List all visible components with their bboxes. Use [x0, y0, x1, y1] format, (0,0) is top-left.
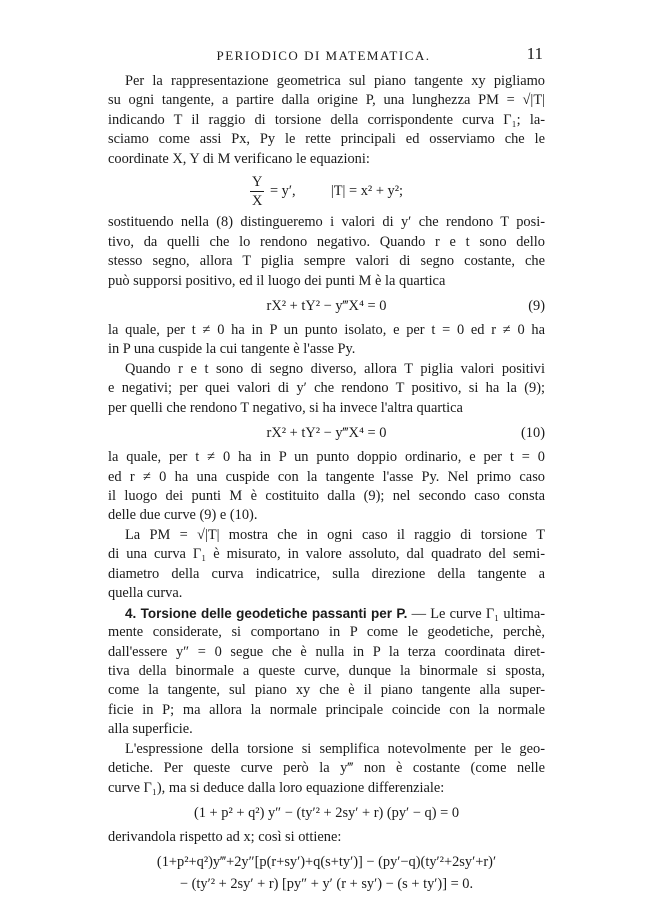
- equation-geodesic: [108, 798, 545, 828]
- text-line: curve Γ₁), ma si deduce dalla loro equazione differenziale:: [108, 779, 445, 796]
- text-line: coordinate X, Y di M verificano le equazioni:: [108, 150, 370, 167]
- text-line: in P una cuspide la cui tangente è l'asse Py.: [108, 341, 356, 358]
- equation-body: (1 + p² + q²) y″ − (ty′² + 2sy′ + r) (py′ − q) = 0: [193, 805, 460, 821]
- text-line: indicando T il raggio di torsione della corrispondente curva Γ₁; la-: [108, 111, 545, 128]
- text-line: tiva della binormale a queste curve, dunque la binormale si sposta,: [108, 662, 545, 679]
- text-line: come la tangente, sul piano xy che è il piano tangente alla super-: [108, 682, 545, 699]
- text-line: sostituendo nella (8) distingueremo i valori di y′ che rendono T posi-: [108, 214, 545, 231]
- equation-number: (9): [528, 297, 545, 314]
- text-line: La PM = √|T| mostra che in ogni caso il raggio di torsione T: [125, 526, 545, 543]
- equation-10: [108, 418, 545, 448]
- section-text: — Le curve Γ₁ ultima-: [407, 605, 545, 622]
- equation-body: rX² + tY² − y‴X⁴ = 0: [266, 297, 387, 314]
- text-line: delle due curve (9) e (10).: [108, 507, 258, 524]
- text-line: su ogni tangente, a partire dalla origine P, una lunghezza PM = √|T|: [108, 92, 545, 109]
- equation-xy: [108, 169, 545, 213]
- text-line: stesso segno, allora T piglia sempre valori di segno costante, che: [108, 253, 545, 270]
- equation-derivative-line1: [108, 851, 545, 873]
- equation-body: − (ty′² + 2sy′ + r) [py″ + y′ (r + sy′) − (s + ty′)] = 0.: [179, 876, 474, 893]
- text-line: e negativi; per quei valori di y′ che rendono T positivo, si ha la (9);: [108, 380, 545, 397]
- text-line: alla superficie.: [108, 721, 193, 738]
- fraction-denominator: X: [251, 193, 263, 210]
- text-line: per quelli che rendono T negativo, si ha invece l'altra quartica: [108, 399, 463, 416]
- text-line: mente considerate, si comportano in P come le geodetiche, perchè,: [108, 624, 545, 641]
- equation-number: (10): [521, 425, 545, 442]
- text-line: dall'essere y″ = 0 segue che è nulla in P la terza coordinata diret-: [108, 643, 545, 660]
- text-line: quella curva.: [108, 585, 183, 602]
- equation-9: [108, 291, 545, 321]
- equation-torsion: |T| = x² + y²;: [330, 183, 404, 200]
- text-line: detiche. Per queste curve però la y‴ non è costante (come nelle: [108, 760, 545, 777]
- equation-derivative-line2: [108, 873, 545, 895]
- section-line: [108, 604, 545, 623]
- text-line: sciamo come assi Px, Py le rette principali ed osserviamo che le: [108, 131, 545, 148]
- fraction-numerator: Y: [251, 174, 263, 191]
- text-line: di una curva Γ₁ è misurato, in valore assoluto, dal quadrato del semi-: [108, 546, 545, 563]
- equation-body: (1+p²+q²)y‴+2y″[p(r+sy′)+q(s+ty′)] − (py′−q)(ty′²+2sy′+r)′: [156, 854, 497, 871]
- equation-body: rX² + tY² − y‴X⁴ = 0: [266, 425, 387, 442]
- fraction: [250, 173, 264, 210]
- text-line: la quale, per t ≠ 0 ha in P un punto isolato, e per t = 0 ed r ≠ 0 ha: [108, 321, 545, 338]
- text-line: L'espressione della torsione si semplifica notevolmente per le geo-: [125, 740, 545, 757]
- text-line: può supporsi positivo, ed il luogo dei punti M è la quartica: [108, 272, 446, 289]
- section-heading: 4. Torsione delle geodetiche passanti per P.: [125, 605, 408, 621]
- text-line: ficie in P; ma allora la normale principale coincide con la normale: [108, 701, 545, 718]
- text-line: Quando r e t sono di segno diverso, allora T piglia valori positivi: [125, 360, 545, 377]
- text-line: diametro della curva indicatrice, sulla direzione della tangente a: [108, 565, 545, 582]
- page-number: 11: [526, 44, 543, 63]
- text-line: la quale, per t ≠ 0 ha in P un punto doppio ordinario, e per t = 0: [108, 449, 545, 466]
- running-head: PERIODICO DI MATEMATICA.: [216, 48, 431, 63]
- page-body: [108, 72, 545, 895]
- text-line: Per la rappresentazione geometrica sul piano tangente xy pigliamo: [125, 73, 545, 89]
- text-line: tivo, da quelli che lo rendono negativo. Quando r e t sono dello: [108, 233, 545, 250]
- text-line: derivandola rispetto ad x; così si ottiene:: [108, 829, 342, 845]
- equation-rhs: = y′,: [269, 183, 296, 200]
- text-line: ed r ≠ 0 ha una cuspide con la tangente l'asse Py. Nel primo caso: [108, 468, 545, 485]
- page-header: [0, 44, 647, 66]
- text-line: il luogo dei punti M è costituito dalla (9); nel secondo caso consta: [108, 488, 545, 504]
